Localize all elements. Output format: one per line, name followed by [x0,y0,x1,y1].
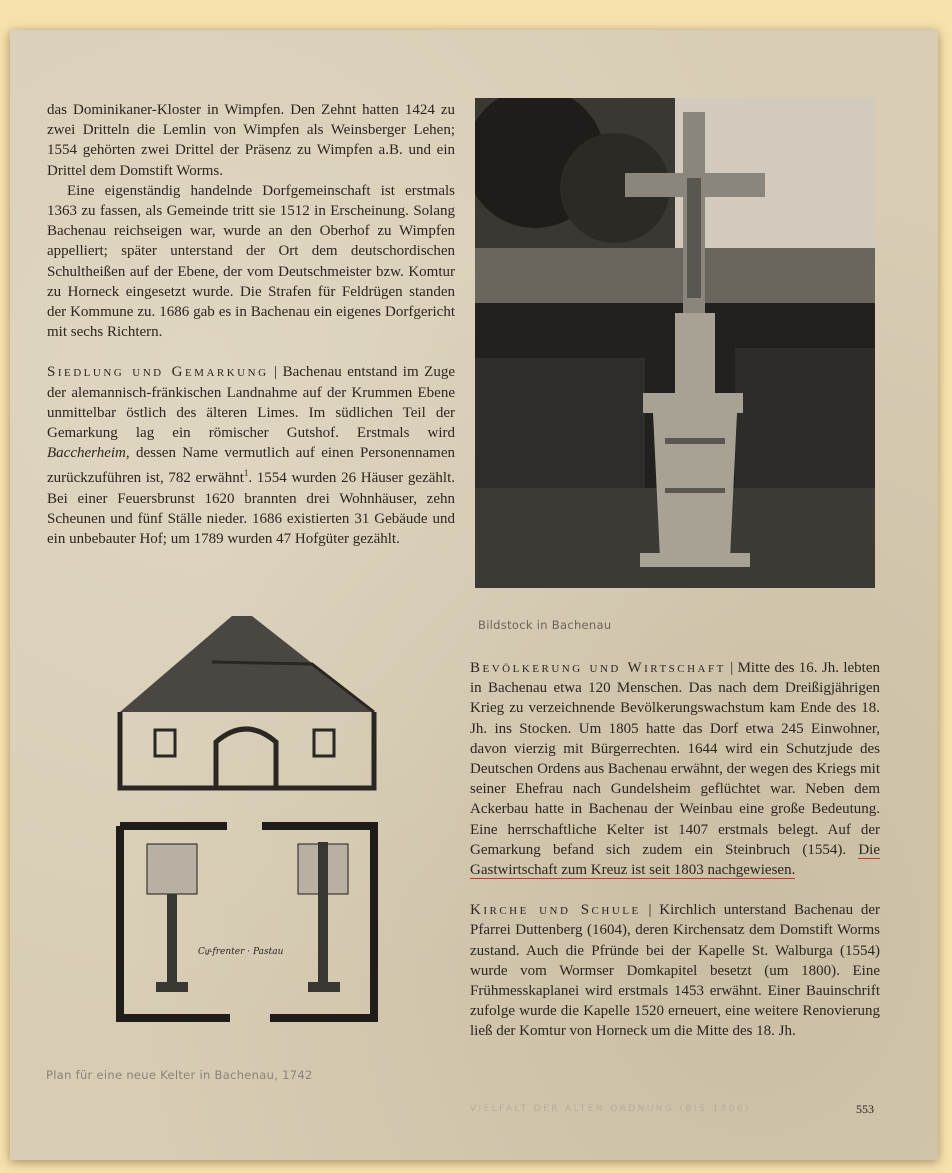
photo-caption: Bildstock in Bachenau [478,618,612,632]
footnote-marker: 1 [243,468,249,479]
church-text: | Kirchlich unterstand Bachenau der Pfarrei Duttenberg (1604), deren Kirchensatz dem Domstift Worms zustand. Auch die Pfründe bei der Kapelle St. Walburga (1554) wurde vom Wormser Domkapitel besetzt (um 1800). Eine Frühmesskaplanei wird erstmals 1453 erwähnt. Einer Bauinschrift zufolge wurde die Kapelle 1520 erneuert, eine weitere Renovierung ließ der Komtur von Horneck um die Mitte des 18. Jh. [470,902,881,1040]
paragraph-settlement [47,362,455,549]
paragraph-population [470,658,880,880]
paragraph-church [470,900,880,1041]
section-heading-population: Bevölkerung und Wirtschaft [470,660,726,676]
page-number: 553 [856,1102,874,1116]
underlined-inn-sentence: Die Gastwirtschaft zum Kreuz ist seit 1803 nachgewiesen. [470,841,880,879]
section-gap-2 [470,880,880,900]
settlement-text-b: , dessen Name vermutlich auf einen Personennamen zurückzuführen ist, 782 erwähnt [47,445,455,487]
plan-caption: Plan für eine neue Kelter in Bachenau, 1742 [46,1068,313,1082]
section-heading-church: Kirche und Schule [470,902,641,919]
wayside-cross-photo [475,98,875,588]
paragraph-community: Eine eigenständig handelnde Dorfgemeinschaft ist erstmals 1363 zu fassen, als Gemeinde tritt sie 1512 in Erscheinung. Solang Bachenau reichseigen war, wurde an den Oberhof zu Wimpfen appelliert; später unterstand der Ort dem deutschordischen Schultheißen auf der Ebene, der vom Deutschmeister bzw. Komtur zu Horneck eingesetzt wurde. Die Strafen für Feldrügen standen der Kommune zu. 1686 gab es in Bachenau ein eigenes Dorfgericht mit sechs Richtern. [47,182,455,341]
paragraph-tithe: das Dominikaner-Kloster in Wimpfen. Den Zehnt hatten 1424 zu zwei Dritteln die Lemlin von Wimpfen als Weinsberger Lehen; 1554 gehörten zwei Drittel der Präsenz zu Wimpfen a.B. und ein Drittel dem Domstift Worms. [47,102,455,179]
plan-script-label: Cu̱ͦ-frenter · Pastau [198,947,284,957]
wine-press-plan-drawing [112,612,382,1028]
section-heading-settlement: Siedlung und Gemarkung [47,364,269,381]
settlement-text-c: . 1554 wurden 26 Häuser gezählt. Bei einer Feuersbrunst 1620 brannten drei Wohnhäuser, zehn Scheunen und fünf Ställe nieder. 1686 existierten 31 Gebäude und ein unbebauter Hof; um 1789 wurden 47 Hofgüter gezählt. [47,470,455,548]
left-text-column [47,100,455,549]
section-gap [47,342,455,362]
right-text-column [470,658,880,1042]
running-title: VIELFALT DER ALTEN ORDNUNG (BIS 1806) [470,1104,751,1114]
population-text: | Mitte des 16. Jh. lebten in Bachenau etwa 120 Menschen. Das nach dem Dreißigjährigen Krieg zu verzeichnende Bevölkerungswachstum kam Ende des 18. Jh. ins Stocken. Um 1805 hatte das Dorf etwa 245 Einwohner, davon vierzig mit Bürgerrechten. 1644 wird ein Schutzjude des Deutschen Ordens aus Bachenau erwähnt, der wegen des Kriegs mit seiner Ehefrau nach Gundelsheim geflüchtet war. Neben dem Ackerbau hatte in Bachenau der Weinbau eine große Bedeutung. Eine herrschaftliche Kelter ist 1407 erstmals belegt. Auf der Gemarkung befand sich zudem ein Steinbruch (1554). [470,660,881,858]
historic-name: Baccherheim [47,445,126,462]
settlement-text-a: | Bachenau entstand im Zuge der alemannisch-fränkischen Landnahme auf der Krummen Ebene unmittelbar östlich des älteren Limes. Im südlichen Teil der Gemarkung lag ein römischer Gutshof. Erstmals wird [47,364,455,442]
